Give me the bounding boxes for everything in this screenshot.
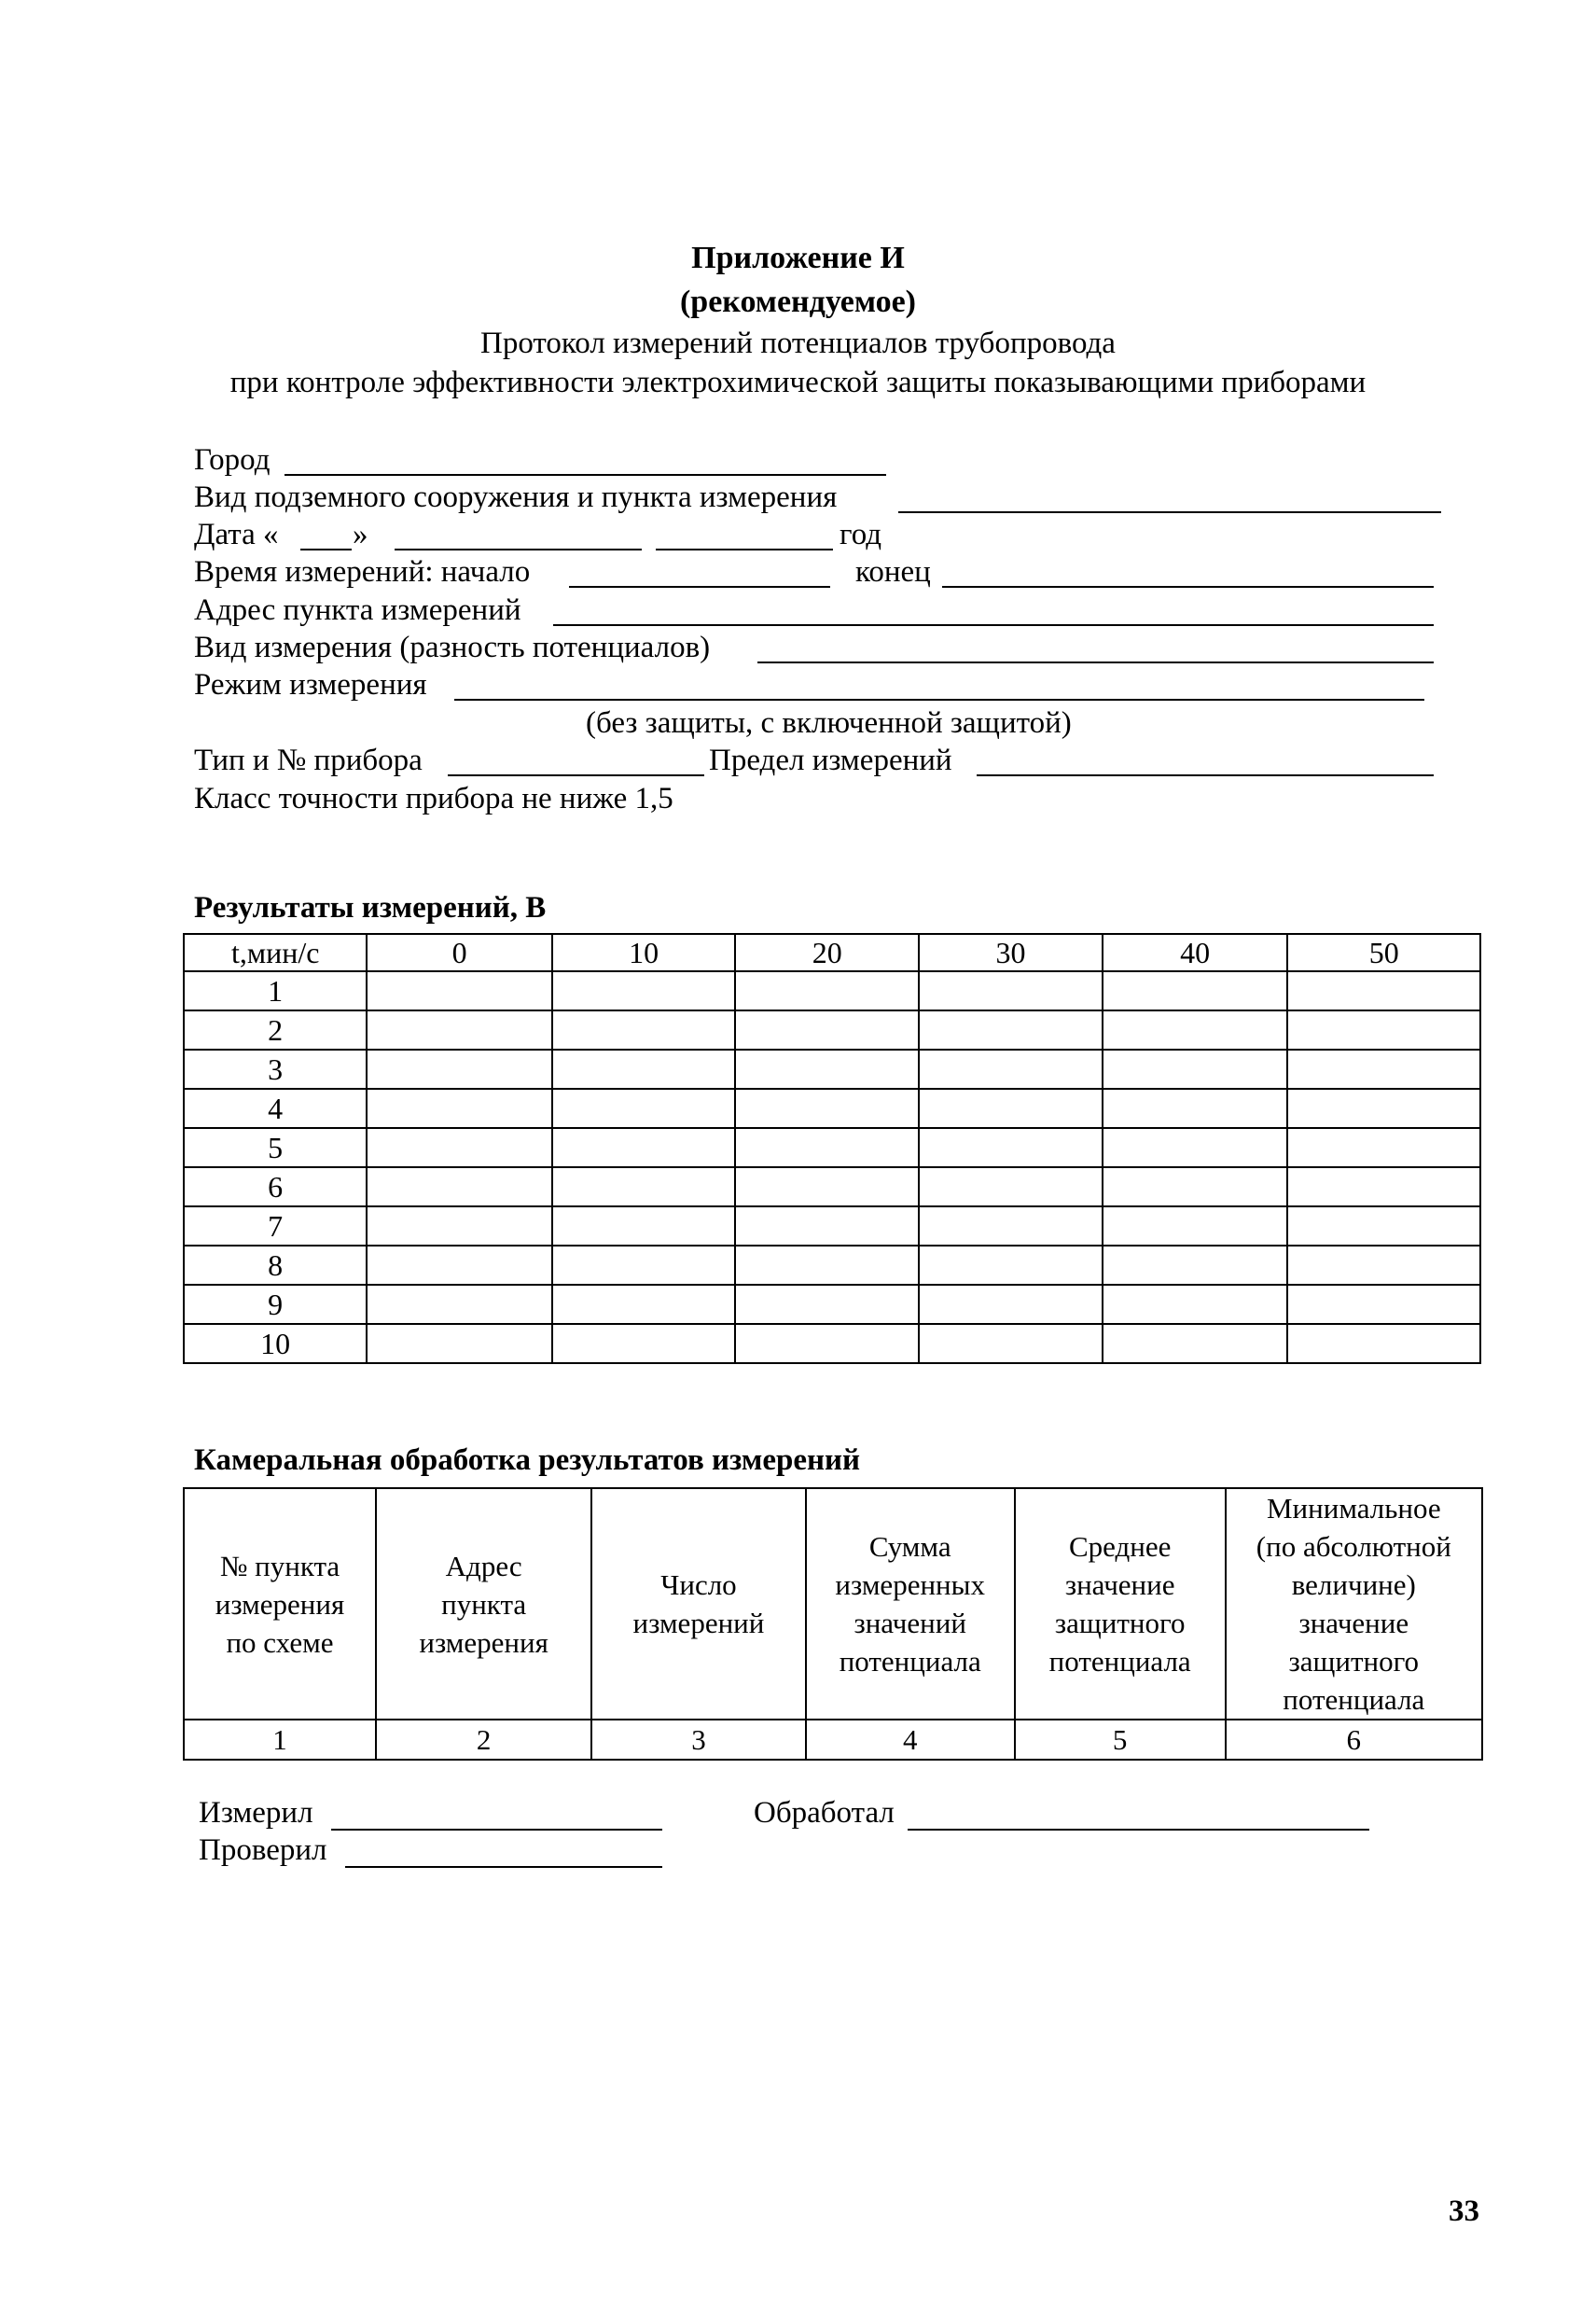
results-row-label: 2 [184,1010,367,1050]
results-row [184,1010,1480,1050]
results-value-cell[interactable] [1103,971,1288,1010]
results-value-cell[interactable] [552,971,736,1010]
results-value-cell[interactable] [1287,1246,1480,1285]
results-header-cell: 10 [552,934,736,971]
protocol-title-line1: Протокол измерений потенциалов трубопровода [480,327,1116,360]
processing-header-text: Число [660,1568,737,1601]
processing-header-text: потенциала [1283,1683,1425,1716]
appendix-title: Приложение И [691,241,905,275]
results-value-cell[interactable] [735,1050,919,1089]
measured-label: Измерил [199,1796,313,1830]
date-day-field[interactable] [300,549,352,550]
processing-header-text: Сумма [868,1530,951,1563]
results-value-cell[interactable] [1287,1050,1480,1089]
results-header-cell: 30 [919,934,1103,971]
accuracy-label: Класс точности прибора не ниже 1,5 [194,782,673,815]
results-value-cell[interactable] [1287,1167,1480,1206]
results-value-cell[interactable] [1103,1285,1288,1324]
results-row [184,1285,1480,1324]
processed-label: Обработал [754,1796,895,1830]
results-value-cell[interactable] [552,1206,736,1246]
results-value-cell[interactable] [1103,1246,1288,1285]
results-value-cell[interactable] [1103,1050,1288,1089]
checked-label: Проверил [199,1833,327,1867]
results-header-row [184,934,1480,971]
results-value-cell[interactable] [735,1128,919,1167]
processing-column-number: 6 [1226,1720,1482,1760]
processed-signature-field[interactable] [908,1829,1369,1831]
results-row-label: 6 [184,1167,367,1206]
results-value-cell[interactable] [919,1128,1103,1167]
processing-header-text: Адрес [445,1549,522,1582]
results-value-cell[interactable] [1103,1128,1288,1167]
processing-header-text: защитного [1054,1607,1186,1639]
results-value-cell[interactable] [919,971,1103,1010]
processing-header-cell [376,1488,591,1720]
results-row-label: 9 [184,1285,367,1324]
city-label: Город [194,443,271,477]
results-value-cell[interactable] [1287,1010,1480,1050]
results-value-cell[interactable] [367,1050,551,1089]
results-value-cell[interactable] [367,1285,551,1324]
results-value-cell[interactable] [735,1285,919,1324]
device-type-field[interactable] [448,774,704,776]
date-year-label: год [840,518,882,551]
processing-number-row [184,1720,1482,1760]
results-row [184,1167,1480,1206]
results-row [184,1050,1480,1089]
results-value-cell[interactable] [552,1167,736,1206]
processing-header-text: измерения [215,1587,345,1621]
results-value-cell[interactable] [735,1206,919,1246]
address-label: Адрес пункта измерений [194,593,521,627]
results-value-cell[interactable] [735,1010,919,1050]
appendix-status: (рекомендуемое) [679,285,917,319]
results-value-cell[interactable] [919,1206,1103,1246]
results-row [184,1246,1480,1285]
results-row [184,1324,1480,1363]
time-end-label: конец [855,555,931,589]
range-field[interactable] [977,774,1434,776]
processing-header-text: по схеме [226,1625,334,1659]
processing-header-cell [1226,1488,1482,1720]
results-value-cell[interactable] [1103,1010,1288,1050]
processing-header-cell [1015,1488,1226,1720]
results-value-cell[interactable] [367,1128,551,1167]
processing-header-text: измеренных [835,1568,985,1601]
range-label: Предел измерений [709,744,952,777]
processing-column-number: 3 [591,1720,805,1760]
results-value-cell[interactable] [919,1010,1103,1050]
processing-header-text: (по абсолютной [1256,1530,1451,1563]
address-field[interactable] [553,624,1434,626]
results-value-cell[interactable] [367,1089,551,1128]
time-start-field[interactable] [569,586,830,588]
results-value-cell[interactable] [367,1324,551,1363]
results-value-cell[interactable] [1287,1206,1480,1246]
page-number: 33 [1449,2194,1479,2228]
results-header-cell: 0 [367,934,551,971]
structure-type-field[interactable] [898,511,1441,513]
mode-label: Режим измерения [194,668,427,702]
processing-title: Камеральная обработка результатов измерений [194,1443,861,1477]
processing-header-row [184,1488,1482,1720]
results-value-cell[interactable] [919,1324,1103,1363]
results-header-cell: 40 [1103,934,1288,971]
mode-hint: (без защиты, с включенной защитой) [586,706,1072,740]
processing-header-text: значение [1064,1568,1175,1601]
results-value-cell[interactable] [919,1050,1103,1089]
results-value-cell[interactable] [1287,971,1480,1010]
results-header-cell: t,мин/с [184,934,367,971]
results-value-cell[interactable] [919,1167,1103,1206]
time-start-label: Время измерений: начало [194,555,531,589]
results-value-cell[interactable] [552,1010,736,1050]
processing-header-cell [184,1488,376,1720]
results-row-label: 3 [184,1050,367,1089]
results-value-cell[interactable] [919,1285,1103,1324]
results-value-cell[interactable] [367,971,551,1010]
measure-type-field[interactable] [757,662,1434,663]
results-value-cell[interactable] [1103,1167,1288,1206]
results-value-cell[interactable] [1287,1128,1480,1167]
processing-header-cell [806,1488,1015,1720]
date-month-field[interactable] [395,549,642,550]
results-value-cell[interactable] [552,1324,736,1363]
results-value-cell[interactable] [919,1246,1103,1285]
processing-header-text: величине) [1291,1568,1416,1601]
results-row-label: 1 [184,971,367,1010]
device-type-label: Тип и № прибора [194,744,423,777]
results-value-cell[interactable] [367,1010,551,1050]
checked-signature-field[interactable] [345,1866,662,1868]
measured-signature-field[interactable] [331,1829,662,1831]
structure-type-label: Вид подземного сооружения и пункта измерения [194,481,838,514]
mode-field[interactable] [454,699,1424,701]
results-header-cell: 20 [735,934,919,971]
date-close-quote: » [353,518,368,551]
results-row [184,1089,1480,1128]
protocol-title-line2: при контроле эффективности электрохимической защиты показывающими приборами [229,366,1367,399]
processing-header-text: значений [854,1607,966,1639]
processing-column-number: 4 [806,1720,1015,1760]
results-value-cell[interactable] [1103,1089,1288,1128]
processing-column-number: 5 [1015,1720,1226,1760]
results-row [184,1128,1480,1167]
measure-type-label: Вид измерения (разность потенциалов) [194,631,711,664]
results-value-cell[interactable] [735,1167,919,1206]
results-value-cell[interactable] [552,1128,736,1167]
results-table [183,933,1481,1364]
results-value-cell[interactable] [552,1246,736,1285]
processing-column-number: 2 [376,1720,591,1760]
results-row [184,1206,1480,1246]
results-row [184,971,1480,1010]
processing-header-text: потенциала [1048,1645,1191,1678]
processing-header-text: № пункта [219,1549,340,1582]
results-title: Результаты измерений, В [194,891,547,925]
processing-column-number: 1 [184,1720,376,1760]
processing-header-text: потенциала [839,1645,981,1678]
results-value-cell[interactable] [1287,1089,1480,1128]
results-value-cell[interactable] [367,1167,551,1206]
results-value-cell[interactable] [552,1050,736,1089]
results-value-cell[interactable] [1287,1324,1480,1363]
processing-header-text: пункта [441,1587,527,1621]
results-value-cell[interactable] [1103,1324,1288,1363]
results-value-cell[interactable] [735,1246,919,1285]
results-value-cell[interactable] [1103,1206,1288,1246]
results-header-cell: 50 [1287,934,1480,971]
processing-header-text: измерений [632,1607,765,1639]
processing-header-text: Минимальное [1266,1492,1441,1525]
results-value-cell[interactable] [552,1089,736,1128]
results-row-label: 7 [184,1206,367,1246]
results-value-cell[interactable] [735,1324,919,1363]
date-year-field[interactable] [656,549,833,550]
results-value-cell[interactable] [552,1285,736,1324]
results-value-cell[interactable] [735,971,919,1010]
results-value-cell[interactable] [735,1089,919,1128]
results-row-label: 4 [184,1089,367,1128]
processing-table [183,1487,1483,1761]
time-end-field[interactable] [942,586,1434,588]
processing-header-text: значение [1298,1607,1409,1639]
results-value-cell[interactable] [1287,1285,1480,1324]
processing-header-text: защитного [1288,1645,1420,1678]
processing-header-text: Среднее [1068,1530,1172,1563]
date-prefix: Дата « [194,518,279,551]
results-row-label: 10 [184,1324,367,1363]
results-value-cell[interactable] [367,1206,551,1246]
city-field[interactable] [285,474,886,476]
results-row-label: 8 [184,1246,367,1285]
processing-header-text: измерения [419,1625,548,1659]
results-value-cell[interactable] [367,1246,551,1285]
results-value-cell[interactable] [919,1089,1103,1128]
processing-header-cell [591,1488,805,1720]
results-row-label: 5 [184,1128,367,1167]
